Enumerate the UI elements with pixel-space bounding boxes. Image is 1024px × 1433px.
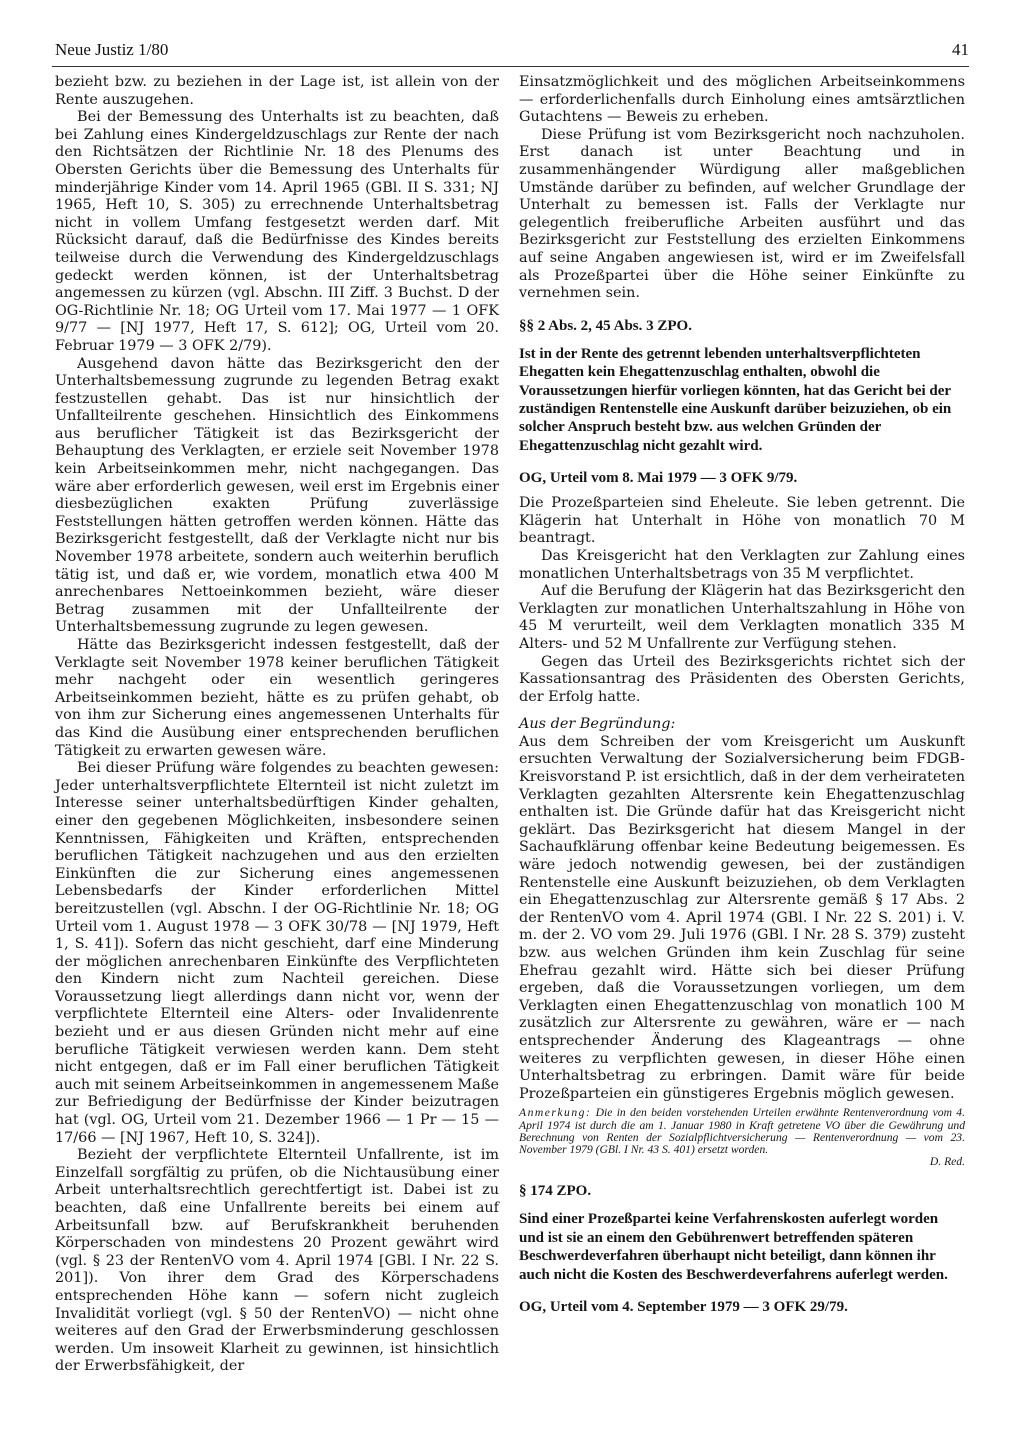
paragraph: Gegen das Urteil des Bezirksgerichts richtet sich der Kassationsantrag des Präsidenten des Obersten Gerichts, der Erfolg hatte. (519, 653, 965, 705)
paragraph: Die Prozeßparteien sind Eheleute. Sie leben getrennt. Die Klägerin hat Unterhalt in Höhe von monatlich 70 M beantragt. (519, 495, 965, 547)
header-rule (52, 66, 969, 67)
paragraph: Auf die Berufung der Klägerin hat das Bezirksgericht den Verklagten zur monatlichen Unterhaltszahlung in Höhe von 45 M verurteilt, weil dem Verklagten monatlich 335 M Alters- und 52 M Unfallrente zur Verfügung stehen. (519, 583, 965, 652)
note-text: Die in den beiden vorstehenden Urteilen erwähnte Rentenverordnung vom 4. April 1974 ist durch die am 1. Januar 1980 in Kraft getretene VO über die Gewährung und Berechnung von Renten der Sozialpflichtversicherung — Rentenverordnung — vom 23. November 1979 (GBl. I Nr. 43 S. 401) ersetzt worden. (519, 1106, 965, 1156)
paragraph: Ausgehend davon hätte das Bezirksgericht den der Unterhaltsbemessung zugrunde zu legenden Betrag exakt festzustellen gehabt. Das ist nur hinsichtlich der Unfallteilrente geschehen. Hinsichtlich des Einkommens aus beruflicher Tätigkeit ist das Bezirksgericht der Behauptung des Verklagten, er erziele seit November 1978 kein Arbeitseinkommen mehr, nicht nachgegangen. Das wäre aber erforderlich gewesen, weil erst im Ergebnis einer diesbezüglichen exakten Prüfung zuverlässige Feststellungen hätten getroffen werden können. Hätte das Bezirksgericht festgestellt, daß der Verklagte nicht nur bis November 1978 arbeitete, sondern auch weiterhin beruflich tätig ist, und daß er, wie vordem, monatlich etwa 400 M anrechenbares Nettoeinkommen bezieht, wäre dieser Betrag zusammen mit der Unfallteilrente der Unterhaltsbemessung zugrunde zu legen gewesen. (55, 355, 499, 636)
paragraph: Das Kreisgericht hat den Verklagten zur Zahlung eines monatlichen Unterhaltsbetrags von 35 M verpflichtet. (519, 547, 965, 582)
case-citation: OG, Urteil vom 8. Mai 1979 — 3 OFK 9/79. (519, 470, 798, 487)
paragraph: Bei der Bemessung des Unterhalts ist zu beachten, daß bei Zahlung eines Kindergeldzuschlags zur Rente der nach den Richtsätzen der Richtlinie Nr. 18 des Plenums des Obersten Gerichts über die Bemessung des Unterhalts für minderjährige Kinder vom 14. April 1965 (GBl. II S. 331; NJ 1965, Heft 10, S. 305) zu errechnende Unterhaltsbetrag nicht in vollem Umfang festgesetzt werden darf. Mit Rücksicht darauf, daß die Bedürfnisse des Kindes bereits teilweise durch die Verwendung des Kindergeldzuschlags gedeckt werden können, ist der Unterhaltsbetrag angemessen zu kürzen (vgl. Abschn. III Ziff. 3 Buchst. D der OG-Richtlinie Nr. 18; OG Urteil vom 17. Mai 1977 — 1 OFK 9/77 — [NJ 1977, Heft 17, S. 612]; OG, Urteil vom 20. Februar 1979 — 3 OFK 2/79). (55, 109, 499, 354)
paragraph: Einsatzmöglichkeit und des möglichen Arbeitseinkommens — erforderlichenfalls durch Einholung eines amtsärztlichen Gutachtens — Beweis zu erheben. (519, 74, 965, 126)
left-column (55, 74, 499, 1376)
paragraph: Bei dieser Prüfung wäre folgendes zu beachten gewesen: Jeder unterhaltsverpflichtete Elternteil ist nicht zuletzt im Interesse seiner unterhaltsbedürftigen Kinder gehalten, einer den gegebenen Möglichkeiten, insbesondere seinen Kenntnissen, Fähigkeiten und Kräften, entsprechenden beruflichen Tätigkeit nachzugehen und aus den erzielten Einkünften die zur Sicherung eines angemessenen Lebensbedarfs der Kinder erforderlichen Mittel bereitzustellen (vgl. Abschn. I der OG-Richtlinie Nr. 18; OG Urteil vom 1. August 1978 — 3 OFK 30/78 — [NJ 1979, Heft 1, S. 41]). Sofern das nicht geschieht, darf eine Minderung der möglichen anrechenbaren Einkünfte des Verpflichteten den Kindern nicht zum Nachteil gereichen. Diese Voraussetzung liegt allerdings dann nicht vor, wenn der verpflichtete Elternteil eine Alters- oder Invalidenrente bezieht und er aus diesen Gründen nicht mehr auf eine berufliche Tätigkeit verwiesen werden kann. Dem steht nicht entgegen, daß er im Fall einer beruflichen Tätigkeit auch mit seinem Arbeitseinkommen in angemessenem Maße zur Befriedigung der Bedürfnisse der Kinder beizutragen hat (vgl. OG, Urteil vom 21. Dezember 1966 — 1 Pr — 15 — 17/66 — [NJ 1967, Heft 10, S. 324]). (55, 760, 499, 1146)
paragraph: Bezieht der verpflichtete Elternteil Unfallrente, ist im Einzelfall sorgfältig zu prüfen, ob die Nichtausübung einer Arbeit unterhaltsrechtlich gerechtfertigt ist. Dabei ist zu beachten, daß eine Unfallrente bereits bei einem auf Arbeitsunfall bzw. auf Berufskrankheit beruhenden Körperschaden von mindestens 20 Prozent gewährt wird (vgl. § 23 der RentenVO vom 4. April 1974 [GBl. I Nr. 22 S. 201]). Von ihrer dem Grad des Körperschadens entsprechenden Höhe kann — sofern nicht zugleich Invalidität vorliegt (vgl. § 50 der RentenVO) — nicht ohne weiteres auf den Grad der Erwerbsminderung geschlossen werden. Um insoweit Klarheit zu gewinnen, ist hinsichtlich der Erwerbsfähigkeit, der (55, 1147, 499, 1375)
right-column (519, 74, 965, 1320)
headnote: Ist in der Rente des getrennt lebenden unterhaltsverpflichteten Ehegatten kein Ehegattenzuschlag enthalten, obwohl die Voraussetzungen hierfür vorliegen könnten, hat das Gericht bei der zuständigen Rentenstelle eine Auskunft darüber beizuziehen, ob ein solcher Anspruch besteht bzw. aus welchen Gründen der Ehegattenzuschlag nicht gezahlt wird. (519, 345, 952, 454)
paragraph: Hätte das Bezirksgericht indessen festgestellt, daß der Verklagte seit November 1978 keiner beruflichen Tätigkeit mehr nachgeht oder ein wesentlich geringeres Arbeitseinkommen bezieht, hätte es zu prüfen gehabt, ob von ihm zur Sicherung eines angemessenen Unterhalts für das Kind die Ausübung einer entsprechenden beruflichen Tätigkeit zu erwarten gewesen wäre. (55, 637, 499, 759)
section-heading-statute: § 174 ZPO. (519, 1183, 592, 1200)
paragraph: bezieht bzw. zu beziehen in der Lage ist, ist allein von der Rente auszugehen. (55, 74, 499, 108)
note-label: Anmerkung: (519, 1106, 592, 1120)
journal-title: Neue Justiz 1/80 (55, 40, 169, 59)
paragraph: Aus dem Schreiben der vom Kreisgericht um Auskunft ersuchten Verwaltung der Sozialversicherung beim FDGB-Kreisvorstand P. ist ersichtlich, daß in der dem verheirateten Verklagten gezahlten Altersrente kein Ehegattenzuschlag enthalten ist. Die Gründe dafür hat das Kreisgericht nicht geklärt. Das Bezirksgericht hat diesem Mangel in der Sachaufklärung offenbar keine Bedeutung beigemessen. Es wäre jedoch notwendig gewesen, bei der zuständigen Rentenstelle eine Auskunft beizuziehen, ob dem Verklagten ein Ehegattenzuschlag zur Altersrente gemäß § 17 Abs. 2 der RentenVO vom 4. April 1974 (GBl. I Nr. 22 S. 201) i. V. m. der 2. VO vom 29. Juli 1976 (GBl. I Nr. 28 S. 379) zusteht bzw. aus welchen Gründen ihm kein Zuschlag für seine Ehefrau gezahlt wird. Hätte sich bei dieser Prüfung ergeben, daß die Voraussetzungen vorliegen, um dem Verklagten einen Ehegattenzuschlag von monatlich 100 M zusätzlich zur Altersrente zu gewähren, wäre er — nach entsprechender Änderung des Klageantrags — ohne weiteres zu verpflichten gewesen, in dieser Höhe einen Unterhaltsbetrag zu erbringen. Damit wäre für beide Prozeßparteien ein günstigeres Ergebnis möglich gewesen. (519, 733, 965, 1102)
section-heading-statute: §§ 2 Abs. 2, 45 Abs. 3 ZPO. (519, 317, 692, 334)
paragraph: Diese Prüfung ist vom Bezirksgericht noch nachzuholen. Erst danach ist unter Beachtung und in zusammenhängender Würdigung aller maßgeblichen Umstände darüber zu befinden, auf welcher Grundlage der Unterhalt zu bemessen ist. Falls der Verklagte nur gelegentlich freiberufliche Arbeiten ausführt und das Bezirksgericht zur Feststellung des erzielten Einkommens auf seine Angaben angewiesen ist, wird er im Zweifelsfall als Prozeßpartei über die Höhe seiner Einkünfte zu vernehmen sein. (519, 126, 965, 302)
editorial-note (519, 1107, 965, 1168)
reasoning-heading: Aus der Begründung: (519, 716, 676, 733)
running-header (55, 40, 969, 66)
note-signature: D. Red. (929, 1155, 965, 1169)
page-number: 41 (952, 40, 969, 59)
headnote: Sind einer Prozeßpartei keine Verfahrenskosten auferlegt worden und ist sie an einem den Gebührenwert betreffenden späteren Beschwerdeverfahren überhaupt nicht beteiligt, dann können ihr auch nicht die Kosten des Beschwerdeverfahrens auferlegt werden. (519, 1211, 948, 1283)
case-citation: OG, Urteil vom 4. September 1979 — 3 OFK 29/79. (519, 1298, 848, 1315)
